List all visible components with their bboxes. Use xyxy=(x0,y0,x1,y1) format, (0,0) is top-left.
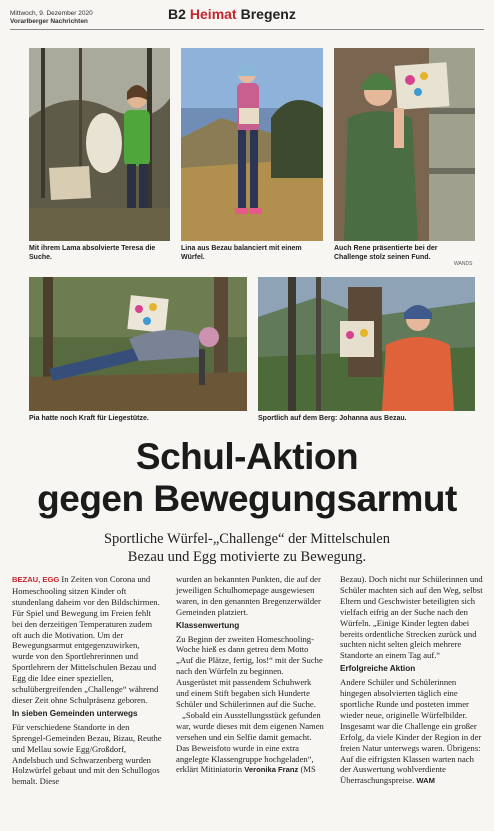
section-title xyxy=(168,6,296,22)
caption-1: Mit ihrem Lama absolvierte Teresa die Suche. xyxy=(29,245,156,261)
article-paragraph: Bezau). Doch nicht nur Schülerinnen und Schüler machten sich auf den Weg, selbst Eltern und Geschwister beteiligten sich vielfach eifrig an der Suche nach den Würfeln. „Einige Kinder legten dabei bereits ordentliche Strecken zurück und suchten nicht selten gleich mehrere Standorte an einem Tag auf.“ xyxy=(340,574,483,661)
photo-johanna xyxy=(258,277,475,411)
dateline: BEZAU, EGG xyxy=(12,575,60,584)
article-paragraph: wurden an bekannten Punkten, die auf der jeweiligen Schulhomepage ausgewiesen waren, in den genannten Bregenzerwälder Gemeinden platziert. xyxy=(176,574,321,617)
subheading-erfolgreich: Erfolgreiche Aktion xyxy=(340,664,416,674)
header-divider xyxy=(10,29,484,30)
header-meta xyxy=(10,10,93,26)
article-paragraph: Für verschiedene Standorte in den Sprengel-Gemeinden Bezau, Bizau, Reuthe und Mellau sowie Egg/Großdorf, Andelsbuch und Schwarzenberg wurden Holzwürfel gebaut und mit den Schullogos bemalt. Diese xyxy=(12,721,162,787)
subheading-gemeinden: In sieben Gemeinden unterwegs xyxy=(12,708,138,718)
person-name: Veronika Franz xyxy=(244,765,299,775)
subheadline xyxy=(0,530,494,566)
headline-line-2: gegen Bewegungsarmut xyxy=(37,478,457,519)
article-column-3 xyxy=(340,574,485,787)
article-paragraph xyxy=(340,677,485,787)
paper-name: Vorarlberger Nachrichten xyxy=(10,18,88,25)
paragraph-text: In Zeiten von Corona und Homeschooling sitzen Kinder oft stundenlang daheim vor den Bildschirmen. Für Spiel und Bewegung im Freien fehlt bei den derzeitigen Temperaturen zudem oft auch die Motivation. Um der Bewegungsarmut entgegenzuwirken, wurde von den Sportlehrerinnen und Sportlehrern der Mittelschulen Bezau und Egg die Idee einer speziellen, schulübergreifenden „Challenge“ während dieser Zeit ohne Schulpräsenz geboren. xyxy=(12,574,160,705)
caption-3: Auch Rene präsentierte bei der Challenge stolz seinen Fund. xyxy=(334,245,438,261)
photo-pia xyxy=(29,277,247,411)
paragraph-text: Andere Schüler und Schülerinnen hingegen absolvierten täglich eine sportliche Runde und posteten immer wieder neue, originelle Würfelbilder. Insgesamt war die Challenge ein großer Erfolg, da viele Kinder der Region in der freien Natur unterwegs waren. Übrigens: Auf die eifrigsten Klassen warten nach der Auswertung wohlverdiente Überraschungspreise. xyxy=(340,677,482,786)
photo-credit: WANDS xyxy=(454,261,473,267)
caption-5: Sportlich auf dem Berg: Johanna aus Bezau. xyxy=(258,415,407,422)
subheadline-line-1: Sportliche Würfel-„Challenge“ der Mittelschulen xyxy=(103,531,390,547)
article-column-1 xyxy=(12,574,162,787)
subheading-klassenwertung: Klassenwertung xyxy=(176,620,240,630)
article-column-2 xyxy=(176,574,326,776)
section-name: Heimat xyxy=(189,6,237,22)
article-paragraph xyxy=(12,574,162,706)
paragraph-text: (MS xyxy=(298,764,316,775)
issue-date: Mittwoch, 9. Dezember 2020 xyxy=(10,10,93,17)
article-paragraph: Zu Beginn der zweiten Homeschooling-Woche hieß es dann getreu dem Motto „Auf die Plätze, fertig, los!“ mit der Suche nach den Würfeln zu beginnen. Ausgerüstet mit passendem Schuhwerk und einem Stift begaben sich Hunderte Schüler und Schülerinnen auf die Suche. xyxy=(176,633,323,709)
section-city: Bregenz xyxy=(240,6,296,22)
article-paragraph xyxy=(176,710,326,776)
photo-rene xyxy=(334,48,475,241)
headline-line-1: Schul-Aktion xyxy=(135,436,359,477)
photo-lina xyxy=(181,48,323,241)
caption-4: Pia hatte noch Kraft für Liegestütze. xyxy=(29,415,149,422)
subheadline-line-2: Bezau und Egg motivierte zu Bewegung. xyxy=(127,549,367,565)
author-tag: WAM xyxy=(416,776,435,786)
paragraph-text: „Sobald ein Ausstellungsstück gefunden war, wurde dieses mit dem eigenen Namen versehen und ein Selfie damit gemacht. Das Beweisfoto wurde in eine extra angelegte Klassengruppe hochgeladen“, erklärt Mitiniatorin xyxy=(176,709,324,775)
photo-teresa xyxy=(29,48,170,241)
caption-2: Lina aus Bezau balanciert mit einem Würfel. xyxy=(181,245,302,261)
page-number: B2 xyxy=(168,6,186,22)
